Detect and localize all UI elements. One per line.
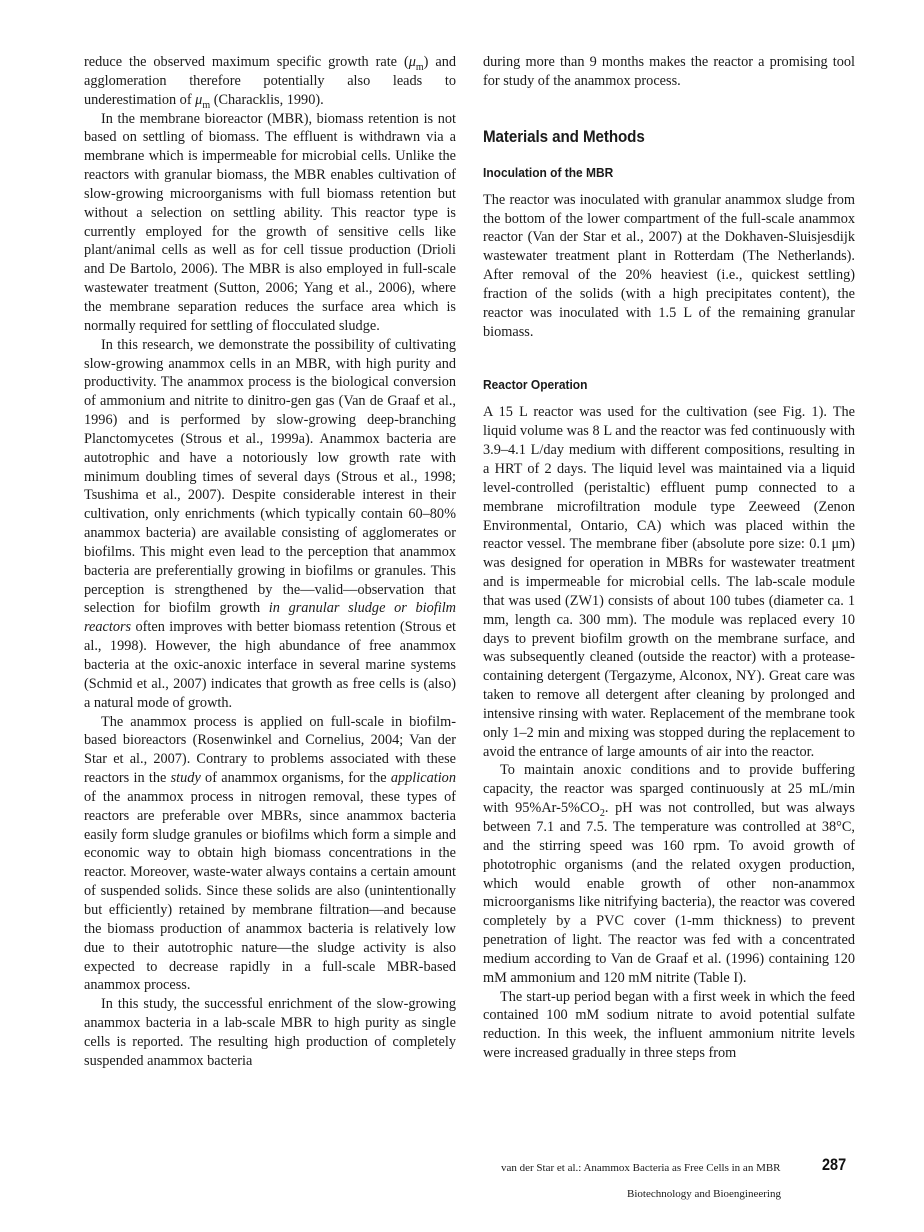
paragraph-anoxic bbox=[483, 761, 855, 987]
paragraph-reactor: A 15 L reactor was used for the cultivation (see Fig. 1). The liquid volume was 8 L and the reactor was fed continuously with 3.9–4.1 L/day medium with different compositions, resulting in a HRT of 2 days. The liquid level was maintained via a liquid level-controlled (peristaltic) effluent pump connected to a membrane microfiltration module type Zeeweed (Zenon Environmental, Ontario, CA) which was placed within the reactor vessel. The membrane fiber (absolute pore size: 0.1 μm) was designed for operation in MBRs for wastewater treatment and is impermeable for microbial cells. The lab-scale module that was used (ZW1) consists of about 100 tubes (diameter ca. 1 mm, length ca. 300 mm). The module was replaced every 10 days to prevent biofilm growth on the membrane surface, and was subsequently cleaned (outside the reactor) with a protease-containing detergent (Tergazyme, Alconox, NY). Great care was taken to remove all detergent after cleaning by prolonged and intensive rinsing with water. Replacement of the membrane took only 1–2 min and mixing was stopped during the replacement to avoid the entrance of large amounts of air into the reactor. bbox=[483, 404, 855, 760]
mu-symbol: μ bbox=[195, 91, 203, 108]
subscript: m bbox=[202, 99, 211, 111]
emphasis: application bbox=[390, 770, 456, 787]
emphasis: study bbox=[170, 770, 201, 787]
text-run: In this research, we demonstrate the possibility of cultivating slow-growing anammox cells in an MBR, with high purity and productivity. The anammox process is the biological conversion of ammonium and nitrite to dinitro-gen gas (Van de Graaf et al., 1996) and is performed by slow-growing deep-branching Planctomycetes (Strous et al., 1999a). Anammox bacteria are autotrophic and have a notoriously low growth rate with minimum doubling times of several days (Strous et al., 1998; Tsushima et al., 2007). Despite considerable interest in their cultivation, only enrichments (which typically contain 60–80% anammox bacteria) are available consisting of agglomerates or biofilms. This might even lead to the perception that anammox bacteria are preferentially growing in biofilms or granules. This perception is strengthened by the—valid—observation that selection for biofilm growth bbox=[84, 336, 456, 617]
journal-name: Biotechnology and Bioengineering bbox=[627, 1188, 781, 1200]
running-title: van der Star et al.: Anammox Bacteria as Free Cells in an MBR bbox=[501, 1162, 781, 1174]
text-run: The anammox process is applied on full-scale in biofilm-based bioreactors (Rosenwinkel and Cornelius, 2004; Van der Star et al., 2007). Contrary to problems associated with these reactors in the bbox=[84, 713, 456, 787]
text-run: (Characklis, 1990). bbox=[210, 91, 324, 108]
subscript: 2 bbox=[599, 808, 605, 820]
subsection-heading-inoculation: Inoculation of the MBR bbox=[483, 164, 614, 180]
subsection-heading-reactor-operation: Reactor Operation bbox=[483, 377, 588, 393]
paragraph-continuation: during more than 9 months makes the reactor a promising tool for study of the anammox process. bbox=[483, 54, 855, 89]
page-number: 287 bbox=[822, 1155, 847, 1174]
text-run: ) and agglomeration therefore potentially also leads to underestimation of bbox=[84, 54, 456, 108]
paragraph-this-study: In this study, the successful enrichment of the slow-growing anammox bacteria in a lab-scale MBR to high purity as single cells is reported. The resulting high production of completely suspended anammox bacteria bbox=[84, 996, 456, 1069]
left-column bbox=[84, 53, 456, 1071]
paragraph-research bbox=[84, 336, 456, 713]
text-run: of anammox organisms, for the bbox=[200, 770, 391, 787]
text-run: of the anammox process in nitrogen removal, these types of reactors are preferable over MBRs, since anammox bacteria easily form sludge granules or biofilms which form a simple and economic way to obtain high biomass concentrations in the reactor. Moreover, waste-water always contains a certain amount of suspended solids. Since these solids are also (unintentionally but efficiently) retained by membrane filtration—and because the biomass production of anammox bacteria is relatively low due to their autotrophic nature—the sludge activity is also expected to decrease rapidly in a full-scale MBR-based anammox process. bbox=[84, 788, 456, 994]
subscript: m bbox=[415, 61, 424, 73]
text-run: reduce the observed maximum specific growth rate ( bbox=[84, 54, 409, 70]
section-heading: Materials and Methods bbox=[483, 127, 645, 146]
paragraph-growth-rate bbox=[84, 53, 456, 110]
paragraph-startup: The start-up period began with a first week in which the feed contained 100 mM sodium nitrate to avoid potential sulfate reduction. In this week, the influent ammonium nitrite levels were increased gradually in three steps from bbox=[483, 988, 855, 1062]
right-column bbox=[483, 53, 855, 1063]
text-run: often improves with better biomass retention (Strous et al., 1998). However, the high abundance of free anammox bacteria at the oxic-anoxic interface in several marine systems (Schmid et al., 2007) indicates that growth as free cells is (also) a natural mode of growth. bbox=[84, 619, 456, 711]
text-run: . pH was not controlled, but was always between 7.1 and 7.5. The temperature was controlled at 38°C, and the stirring speed was 160 rpm. To avoid growth of phototrophic organisms (and the related oxygen production, which would enable growth of other non-anammox microorganisms like nitrifying bacteria), the reactor was covered completely by a PVC cover (1-mm thickness) to prevent penetration of light. The reactor was fed with a concentrated medium according to Van de Graaf et al. (1996) containing 120 mM ammonium and 120 mM nitrite (Table I). bbox=[483, 800, 855, 986]
text-run: To maintain anoxic conditions and to provide buffering capacity, the reactor was sparged continuously at 25 mL/min with 95%Ar-5%CO bbox=[483, 762, 855, 817]
paragraph-full-scale bbox=[84, 713, 456, 996]
paragraph-inoculation: The reactor was inoculated with granular anammox sludge from the bottom of the lower compartment of the full-scale anammox reactor (Van der Star et al., 2007) at the Dokhaven-Sluisjesdijk wastewater treatment plant in Rotterdam (The Netherlands). After removal of the 20% heaviest (i.e., quickest settling) fraction of the solids (with a high precipitates content), the reactor was inoculated with 1.5 L of the remaining granular biomass. bbox=[483, 191, 855, 340]
mu-symbol: μ bbox=[408, 54, 416, 70]
paragraph-mbr: In the membrane bioreactor (MBR), biomass retention is not based on settling of biomass. The effluent is withdrawn via a membrane which is impermeable for microbial cells. Unlike the reactors with granular biomass, the MBR enables cultivation of slow-growing microorganisms with full biomass retention but without a selection on settling ability. This reactor type is currently employed for the growth of sensitive cells like plant/animal cells as well as for cell tissue production (Drioli and De Bartolo, 2006). The MBR is also employed in full-scale wastewater treatment (Sutton, 2006; Yang et al., 2006), where the membrane separation reduces the surface area which is normally required for settling of flocculated sludge. bbox=[84, 110, 456, 334]
emphasis: in granular sludge or biofilm reactors bbox=[84, 600, 456, 636]
